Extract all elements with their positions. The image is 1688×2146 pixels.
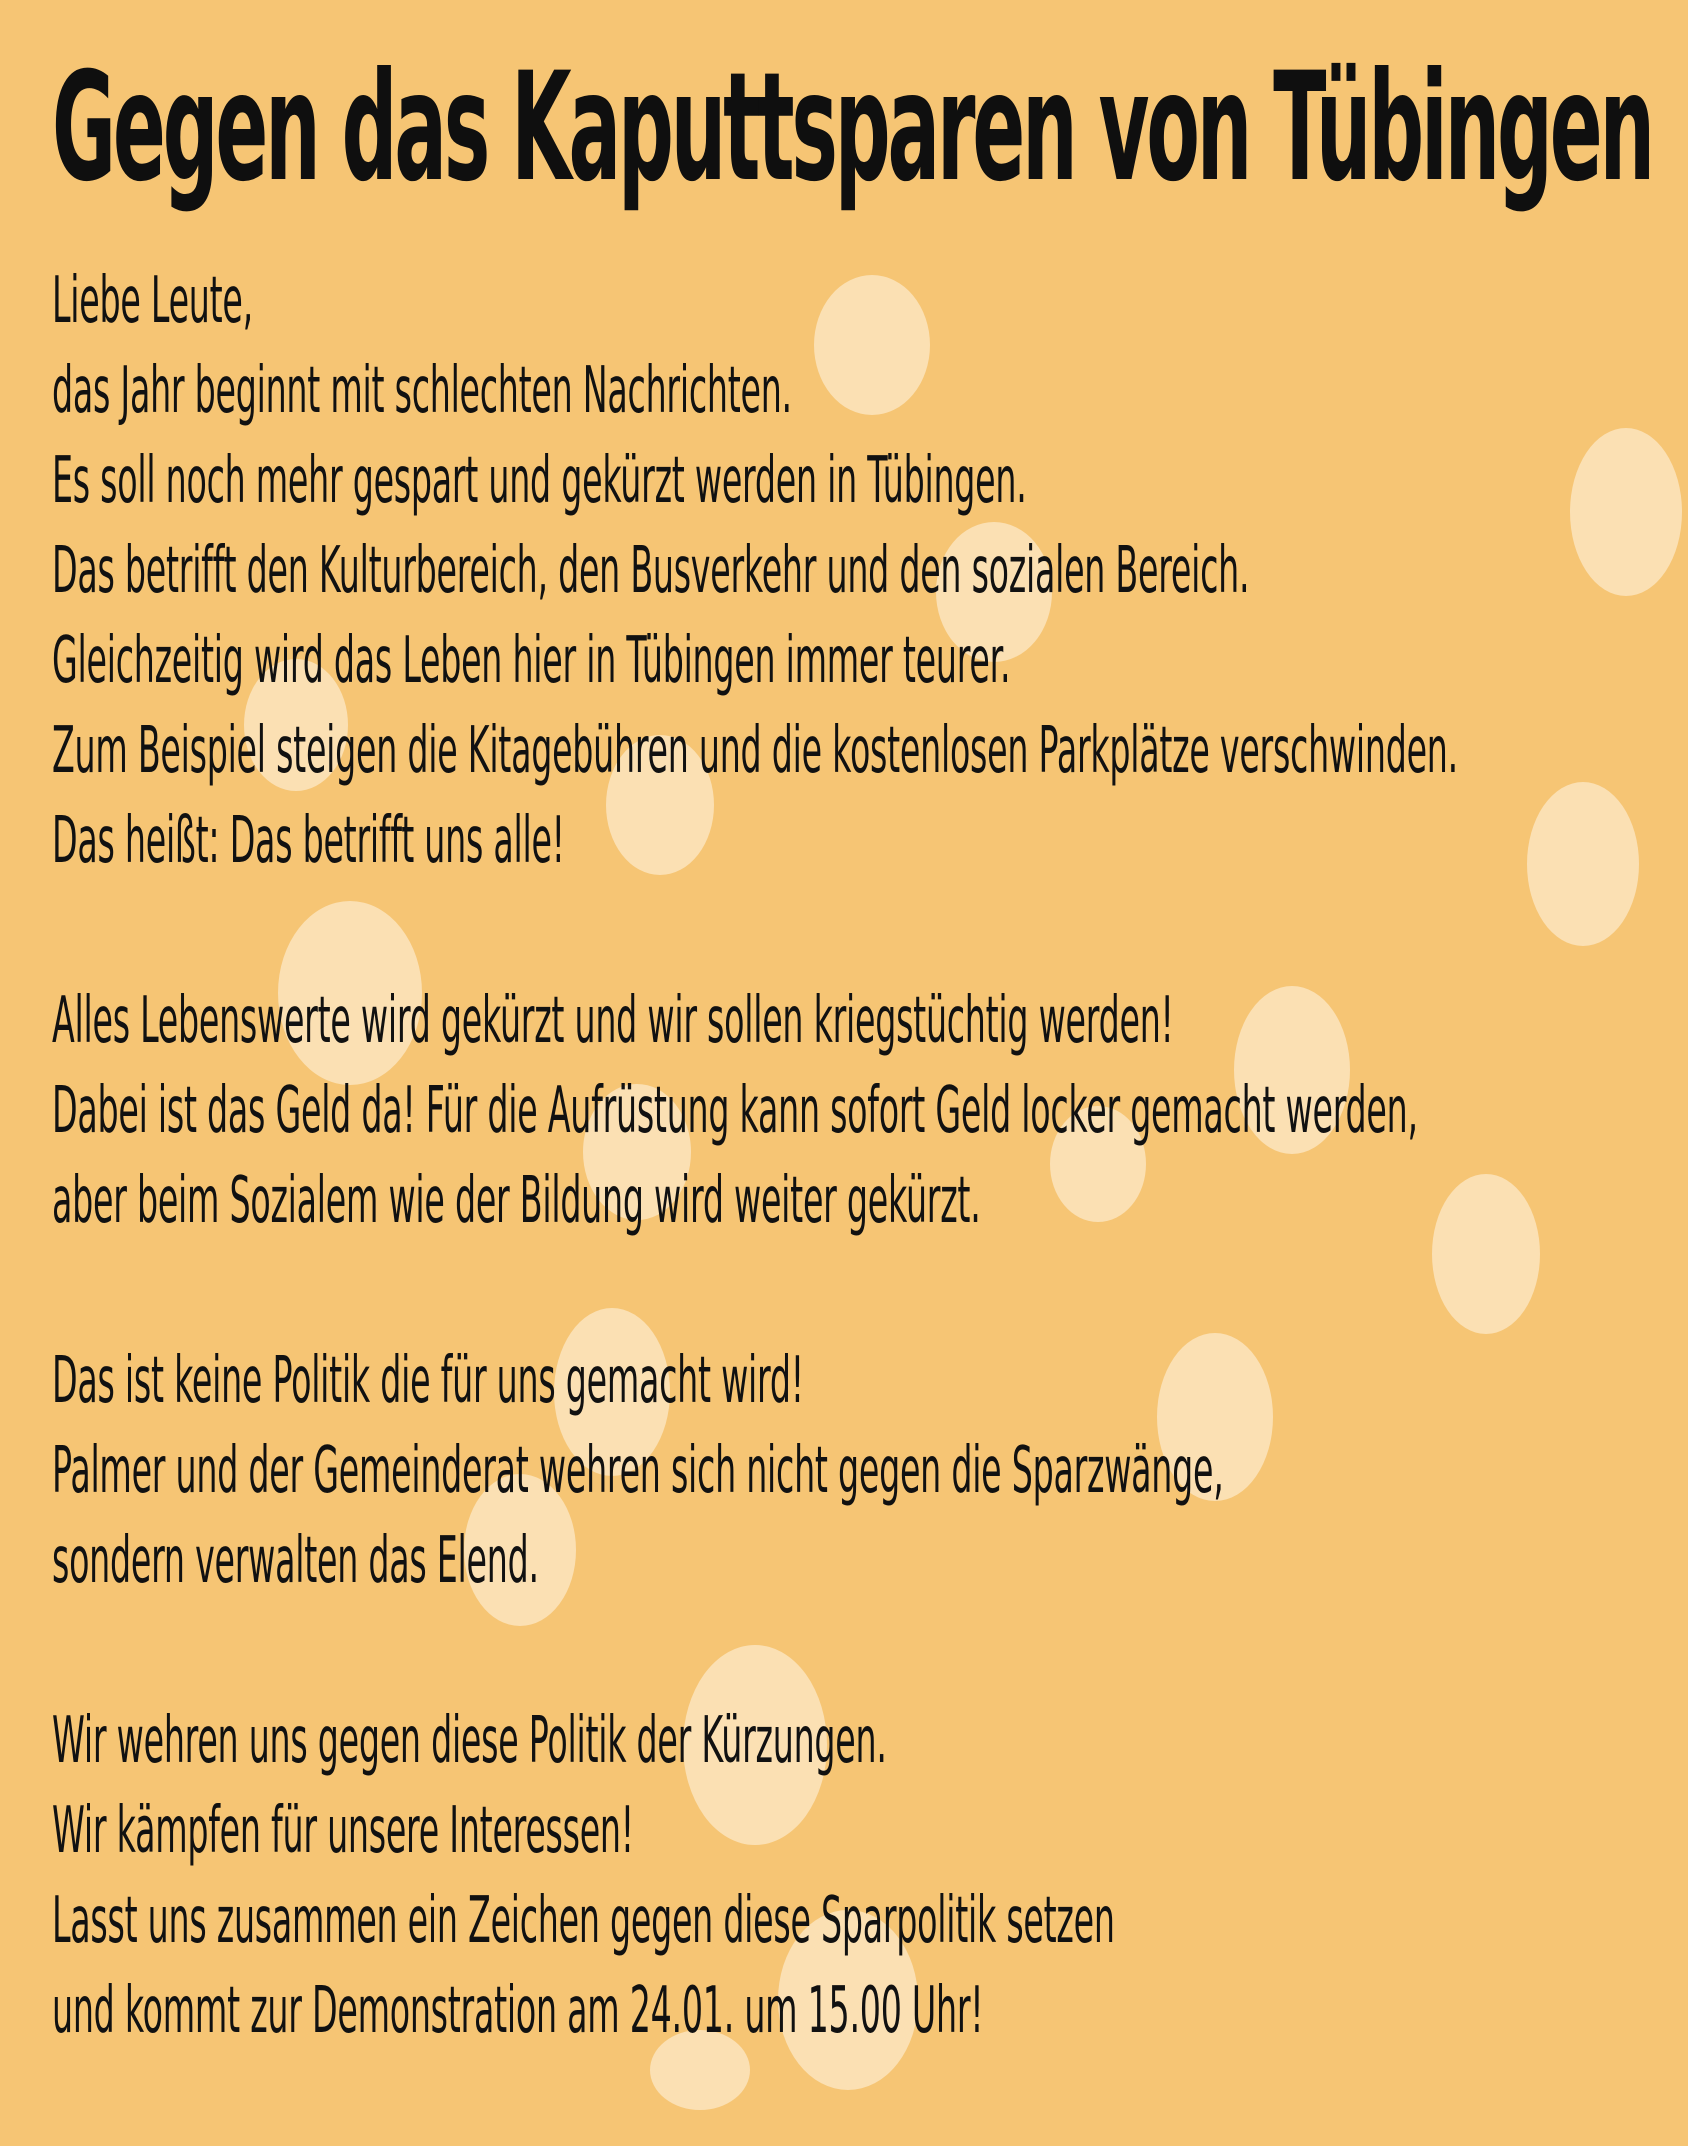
text-line: sondern verwalten das Elend. [52, 1524, 539, 1598]
paragraph-intro [52, 256, 1652, 886]
text-line: Gleichzeitig wird das Leben hier in Tübingen immer teurer. [52, 624, 1011, 698]
text-line: Wir kämpfen für unsere Interessen! [52, 1794, 634, 1868]
text-line: Das ist keine Politik die für uns gemacht wird! [52, 1344, 804, 1418]
body-text [52, 256, 1652, 2056]
paragraph-call-to-action [52, 1696, 1652, 2056]
text-line: Alles Lebenswerte wird gekürzt und wir sollen kriegstüchtig werden! [52, 984, 1174, 1058]
text-line: Wir wehren uns gegen diese Politik der Kürzungen. [52, 1704, 887, 1778]
text-line: das Jahr beginnt mit schlechten Nachrichten. [52, 354, 792, 428]
paragraph-politics [52, 1336, 1652, 1606]
text-line: Lasst uns zusammen ein Zeichen gegen diese Sparpolitik setzen [52, 1884, 1115, 1958]
text-line: und kommt zur Demonstration am 24.01. um 15.00 Uhr! [52, 1974, 984, 2048]
paragraph-militarization [52, 976, 1652, 1246]
flyer-content [52, 28, 1652, 2146]
text-line: Das betrifft den Kulturbereich, den Busverkehr und den sozialen Bereich. [52, 534, 1250, 608]
page-title: Gegen das Kaputtsparen von Tübingen [52, 41, 1652, 215]
text-line: Dabei ist das Geld da! Für die Aufrüstung kann sofort Geld locker gemacht werden, [52, 1074, 1418, 1148]
text-line: Liebe Leute, [52, 264, 253, 338]
text-line: aber beim Sozialem wie der Bildung wird weiter gekürzt. [52, 1164, 981, 1238]
text-line: Das heißt: Das betrifft uns alle! [52, 804, 565, 878]
text-line: Zum Beispiel steigen die Kitagebühren und die kostenlosen Parkplätze verschwinden. [52, 714, 1458, 788]
text-line: Es soll noch mehr gespart und gekürzt werden in Tübingen. [52, 444, 1027, 518]
text-line: Palmer und der Gemeinderat wehren sich nicht gegen die Sparzwänge, [52, 1434, 1224, 1508]
